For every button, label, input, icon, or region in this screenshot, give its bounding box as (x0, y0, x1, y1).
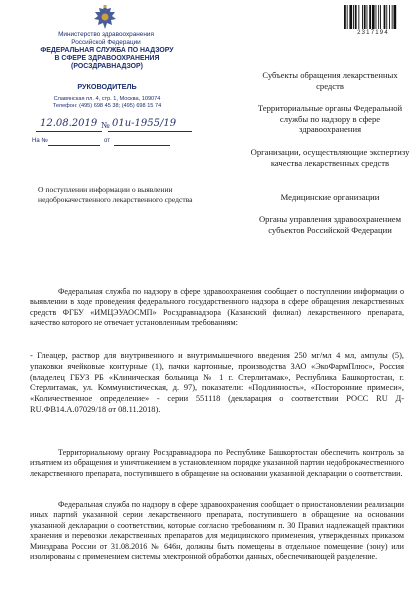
body-paragraph-1: Федеральная служба по надзору в сфере здравоохранения сообщает о поступлении информации о выявлении в ходе проведения федерального государственного надзора в сфере обращения лекарственных средств ФГБУ «ИМЦЭУАОСМП» Росздравнадзора (Казанский филиал) лекарственного препарата, качество которого не отвечает установленным требованиям: (30, 287, 404, 328)
incoming-date-label: от (104, 138, 110, 144)
coat-of-arms-icon (92, 4, 118, 32)
barcode-bar (372, 5, 375, 29)
barcode-bar (347, 5, 348, 29)
body-paragraph-2: Территориальному органу Росздравнадзора по Республике Башкортостан обеспечить контроль за изъятием из обращения и уничтожением в установленном порядке указанной партии недоброкачественного лекарственного препарата, поступившего в обращение на основании указанной декларации о соответствии. (30, 448, 404, 478)
ref-separator: № (101, 120, 110, 130)
barcode-bar (355, 5, 357, 29)
barcode-bar (362, 5, 363, 29)
barcode-bar (378, 5, 379, 29)
barcode-bar (358, 5, 359, 29)
barcode-bar (364, 5, 366, 29)
barcode-bar (380, 5, 381, 29)
barcode-bar (394, 5, 397, 29)
barcode-bar (384, 5, 386, 29)
addressee-4: Медицинские организации (280, 192, 380, 202)
outgoing-number: 01и-1955/19 (112, 118, 177, 129)
barcode-bar (386, 5, 387, 29)
barcode-bar (344, 5, 346, 29)
addressee-3: Организации, осуществляющие экспертизу качества лекарственных средств (250, 147, 410, 168)
barcode-bar (349, 5, 352, 29)
addressee-1: Субъекты обращения лекарственных средств (262, 70, 398, 91)
barcode-bar (369, 5, 371, 29)
incoming-date-underline (114, 145, 170, 146)
head-title: РУКОВОДИТЕЛЬ (77, 82, 137, 91)
barcode-bar (353, 5, 354, 29)
agency-name: ФЕДЕРАЛЬНАЯ СЛУЖБА ПО НАДЗОРУ В СФЕРЕ ЗДРАВООХРАНЕНИЯ (РОСЗДРАВНАДЗОР) (40, 47, 174, 71)
barcode-bar (376, 5, 377, 29)
product-list-item: - Глеацер, раствор для внутривенного и внутримышечного введения 250 мг/мл 4 мл, ампулы (5), упаковки ячейковые контурные (1), пачки картонные, производства ЗАО «ЭкоФармПлюс», Россия (владелец ГБУЗ РБ «Клиническая больница № 1 г. Стерлитамак», Республика Башкортостан, г. Стерлитамак, ул. Коммунистическая, д. 97), показатели: «Подлинность», «Посторонние примеси», «Количественное определение» - серии 551118 (декларация о соответствии РОСС RU Д-RU.ФВ14.А.07029/18 от 08.11.2018). (30, 351, 404, 414)
ministry-name: Министерство здравоохранения Российской Федерации (58, 31, 154, 46)
addressee-5: Органы управления здравоохранением субъектов Российской Федерации (258, 214, 402, 235)
barcode-number: 2317194 (357, 30, 389, 36)
barcode-bar (392, 5, 393, 29)
addressee-2: Территориальные органы Федеральной службы по надзору в сфере здравоохранения (257, 103, 403, 135)
barcode-bar (367, 5, 368, 29)
incoming-number-label: На № (32, 138, 48, 144)
agency-address: Славянская пл. 4, стр. 1, Москва, 109074 Телефон: (495) 698 45 38; (495) 698 15 74 (52, 96, 162, 110)
ref-number-underline (108, 131, 192, 132)
barcode-bar (389, 5, 390, 29)
body-paragraph-3: Федеральная служба по надзору в сфере здравоохранения сообщает о приостановлении реализации иных партий указанной серии лекарственного препарата, поступившего в обращение на основании указанной декларации о соответствии, которые согласно требованиям п. 30 Правил надлежащей практики хранения и перевозки лекарственных препаратов для медицинского применения, утвержденных приказом Минздрава России от 31.08.2016 № 646н, должны быть помещены в отдельное помещение (зону) или изолированы с применением системы электронной обработки данных, обеспечивающей разделение. (30, 500, 404, 562)
letter-subject: О поступлении информации о выявлении недоброкачественного лекарственного средства (38, 185, 193, 204)
ref-date-underline (36, 131, 102, 132)
barcode-icon (344, 5, 402, 29)
outgoing-date: 12.08.2019 (40, 118, 98, 129)
incoming-number-underline (48, 145, 100, 146)
